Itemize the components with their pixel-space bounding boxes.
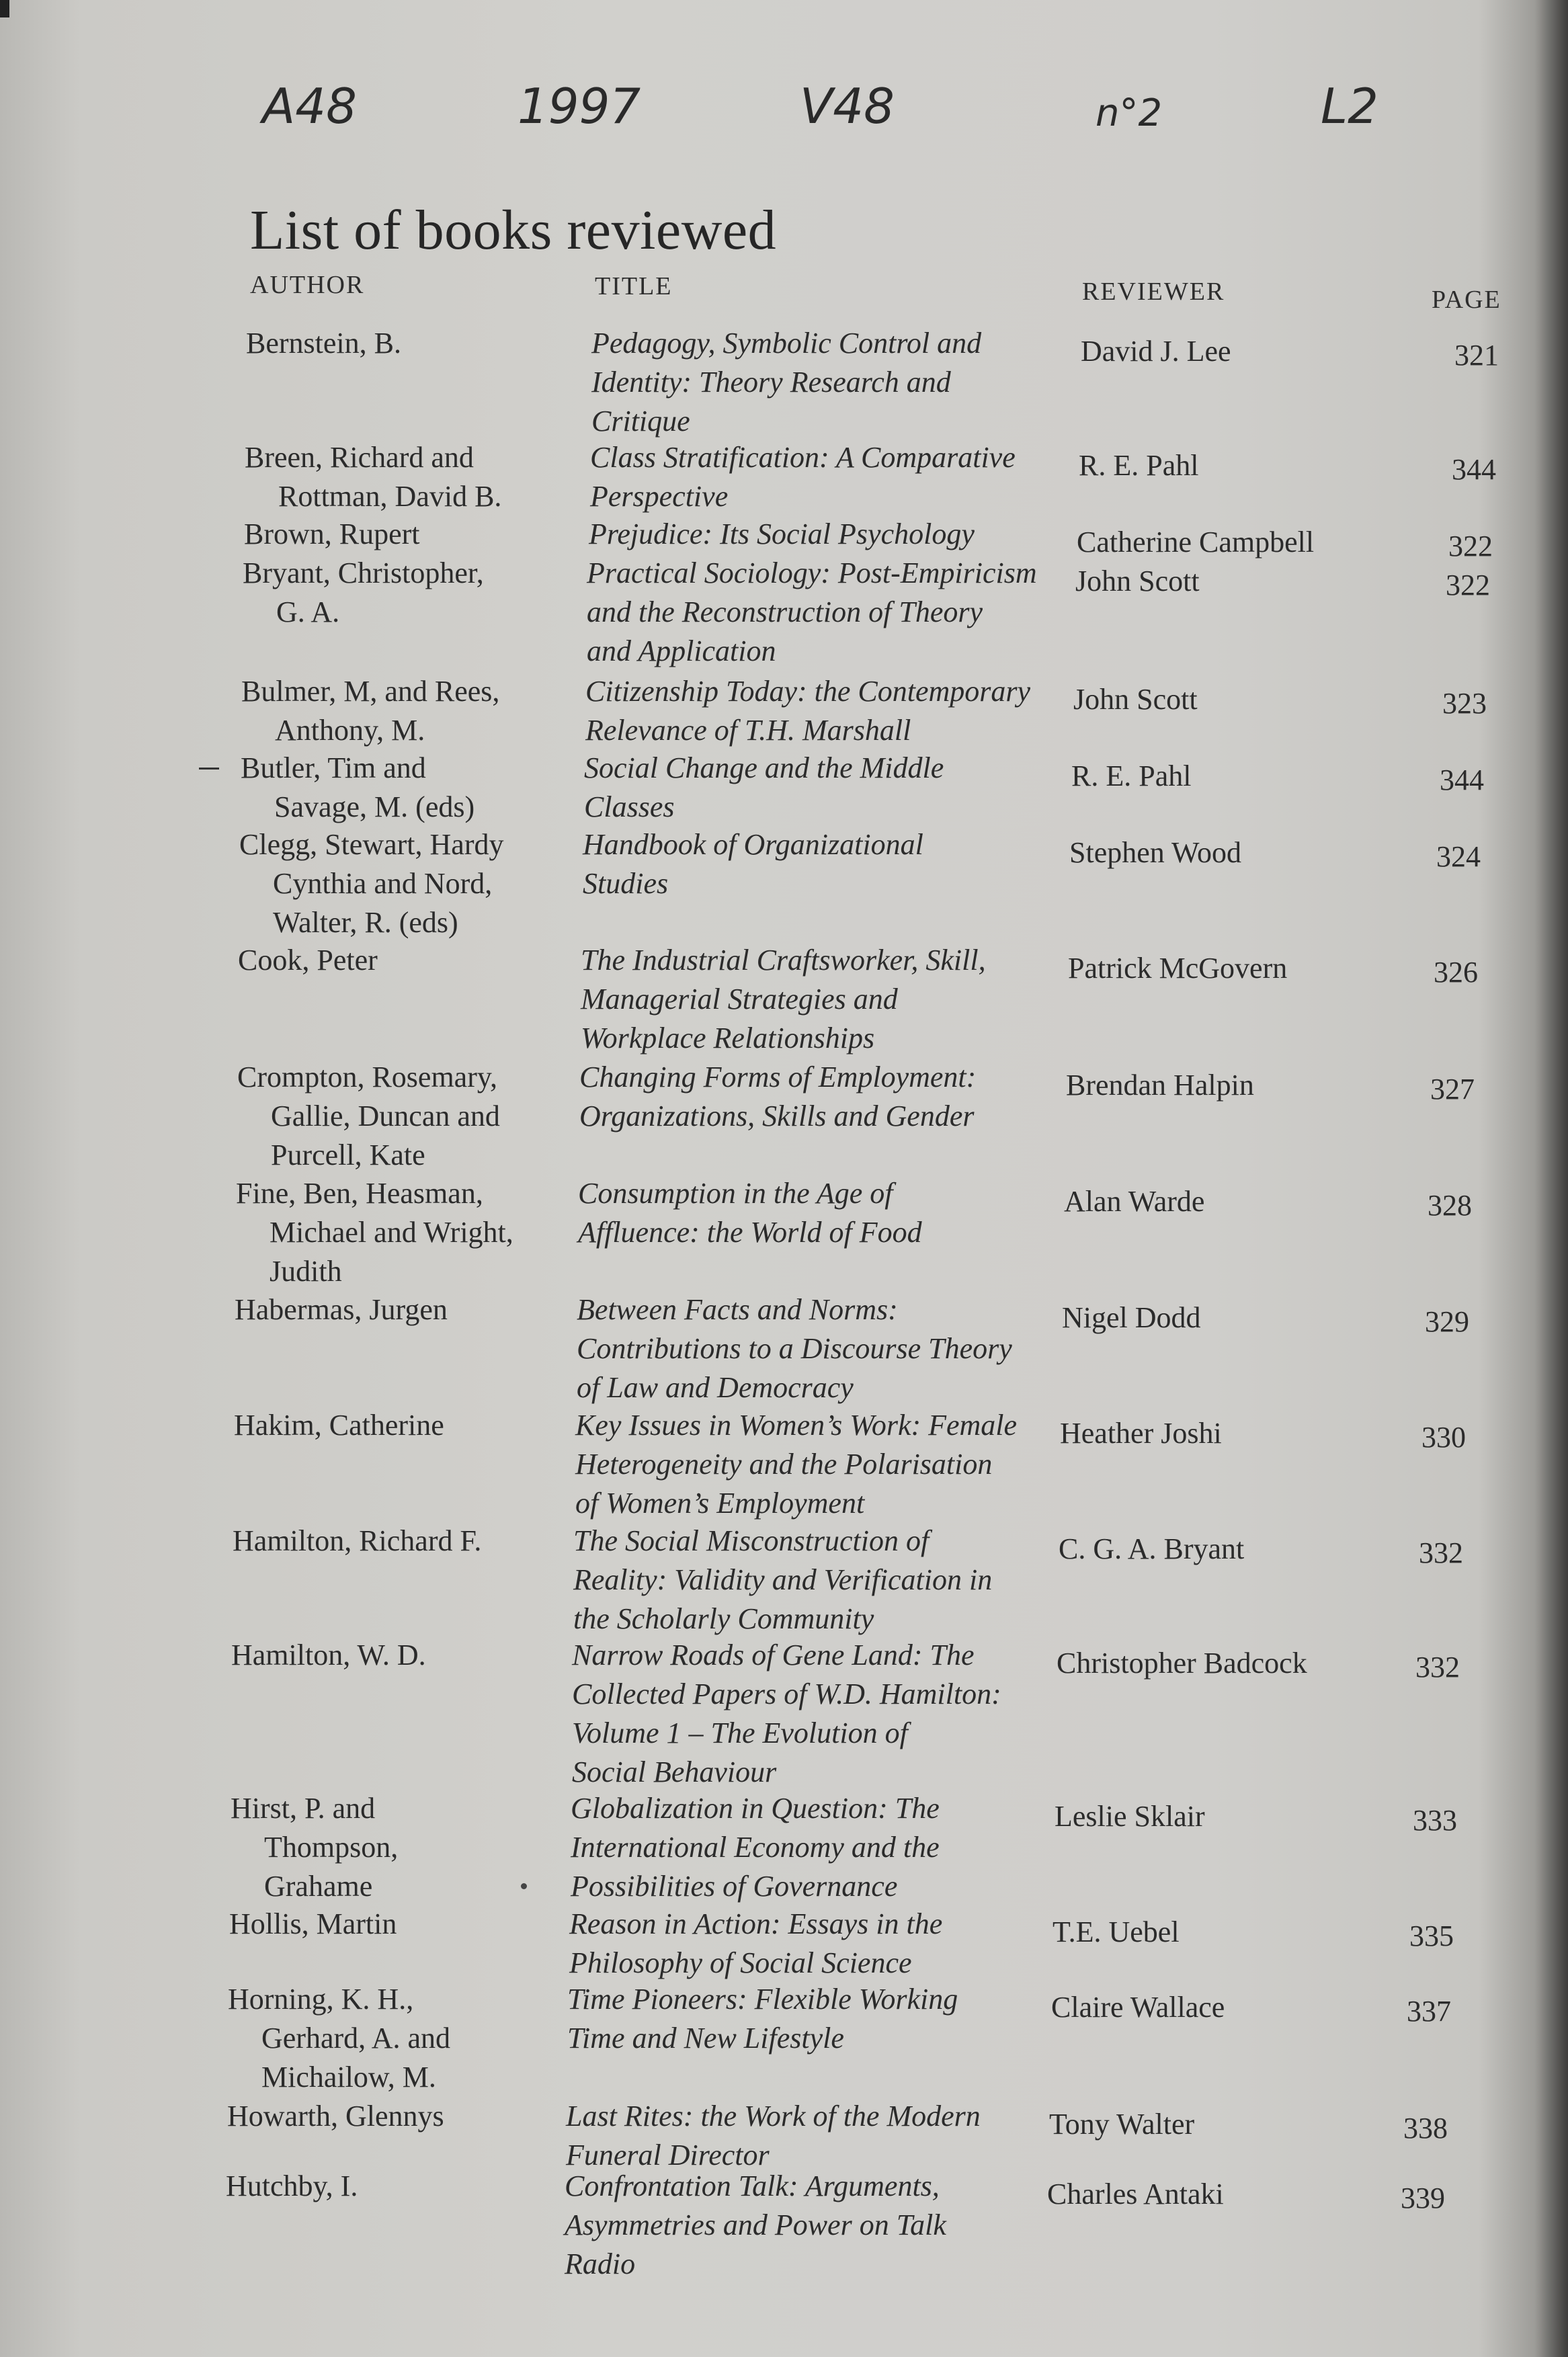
entry-reviewer: Patrick McGovern xyxy=(1068,952,1288,985)
entry-author-line: Butler, Tim and xyxy=(241,751,426,784)
entry-title-line: Time Pioneers: Flexible Working xyxy=(567,1983,958,2016)
entry-title xyxy=(579,1058,1063,1136)
entry-page-number: 324 xyxy=(1436,840,1481,873)
entry-title-line: International Economy and the xyxy=(571,1831,940,1864)
entry-title-line: Heterogeneity and the Polarisation xyxy=(575,1448,993,1481)
entry-author xyxy=(237,1058,587,1175)
entry-title-line: Changing Forms of Employment: xyxy=(579,1061,977,1093)
entry-author xyxy=(245,438,594,516)
entry-author-line: Gerhard, A. and xyxy=(261,2022,451,2055)
entry-title-line: the Scholarly Community xyxy=(573,1602,874,1635)
entry-author-line: Hakim, Catherine xyxy=(234,1409,444,1442)
entry-author-line: Anthony, M. xyxy=(275,714,425,747)
entry-title xyxy=(567,1980,1051,2058)
entry-title xyxy=(584,749,1068,827)
entry-reviewer: Heather Joshi xyxy=(1060,1417,1222,1450)
entry-title-line: and Application xyxy=(587,634,776,667)
entry-reviewer: C. G. A. Bryant xyxy=(1059,1532,1245,1565)
entry-title-line: Organizations, Skills and Gender xyxy=(579,1100,975,1132)
entry-title-line: The Social Misconstruction of xyxy=(573,1524,930,1557)
entry-author-line: Gallie, Duncan and xyxy=(271,1100,500,1132)
entry-author-line: Hamilton, W. D. xyxy=(231,1639,426,1671)
entry-title-line: Key Issues in Women’s Work: Female xyxy=(575,1409,1018,1442)
spine-shadow xyxy=(1534,0,1568,2357)
entry-author-line: Crompton, Rosemary, xyxy=(237,1061,497,1093)
entry-title-line: Globalization in Question: The xyxy=(571,1792,940,1825)
entry-author-line: Clegg, Stewart, Hardy xyxy=(239,828,504,861)
entry-title xyxy=(583,825,1067,903)
entry-page-number: 333 xyxy=(1413,1804,1457,1837)
column-header-author: AUTHOR xyxy=(250,271,365,299)
entry-page-number: 339 xyxy=(1401,2182,1445,2215)
entry-author-line: Hirst, P. and xyxy=(231,1792,376,1825)
entry-author xyxy=(238,941,587,980)
entry-author-line: Judith xyxy=(270,1255,342,1288)
entry-author-line: Cook, Peter xyxy=(238,944,378,977)
entry-reviewer: Brendan Halpin xyxy=(1066,1069,1254,1102)
entry-author-line: Bryant, Christopher, xyxy=(243,556,484,589)
entry-title-line: Reality: Validity and Verification in xyxy=(573,1563,993,1596)
entry-author-line: Habermas, Jurgen xyxy=(235,1293,448,1326)
entry-author xyxy=(244,515,593,554)
entry-author xyxy=(227,2097,577,2136)
entry-author xyxy=(231,1789,580,1906)
entry-page-number: 338 xyxy=(1403,2112,1448,2145)
entry-page-number: 330 xyxy=(1421,1421,1466,1454)
entry-title xyxy=(575,1406,1059,1523)
entry-title xyxy=(577,1290,1061,1407)
entry-title xyxy=(591,324,1075,441)
entry-title-line: Critique xyxy=(591,405,690,438)
entry-title-line: Radio xyxy=(565,2247,636,2280)
column-header-reviewer: REVIEWER xyxy=(1082,278,1225,306)
entry-author xyxy=(239,825,589,942)
entry-page-number: 344 xyxy=(1452,453,1496,486)
entry-title xyxy=(587,554,1071,671)
entry-title-line: Narrow Roads of Gene Land: The xyxy=(572,1639,975,1671)
entry-author xyxy=(241,749,590,827)
entry-reviewer: Christopher Badcock xyxy=(1057,1647,1307,1680)
entry-title xyxy=(565,2167,1048,2284)
entry-page-number: 344 xyxy=(1440,763,1484,796)
entry-title xyxy=(589,515,1073,554)
entry-author xyxy=(243,554,592,632)
entry-title-line: Consumption in the Age of xyxy=(578,1177,893,1210)
entry-author-line: G. A. xyxy=(276,595,340,628)
entry-reviewer: Catherine Campbell xyxy=(1077,526,1315,559)
entry-page-number: 323 xyxy=(1442,687,1487,720)
entry-title-line: Social Behaviour xyxy=(572,1755,777,1788)
entry-title-line: Social Change and the Middle xyxy=(584,751,944,784)
entry-reviewer: Charles Antaki xyxy=(1047,2178,1224,2210)
entry-title-line: The Industrial Craftsworker, Skill, xyxy=(581,944,986,977)
entry-reviewer: Leslie Sklair xyxy=(1055,1800,1205,1833)
entry-title-line: Affluence: the World of Food xyxy=(578,1216,922,1249)
entry-author xyxy=(229,1905,579,1944)
column-header-title: TITLE xyxy=(595,272,673,300)
entry-title-line: Contributions to a Discourse Theory xyxy=(577,1332,1012,1365)
entry-title-line: Last Rites: the Work of the Modern xyxy=(566,2100,981,2133)
entry-title-line: Between Facts and Norms: xyxy=(577,1293,898,1326)
entry-title xyxy=(569,1905,1053,1983)
entry-author-line: Hamilton, Richard F. xyxy=(233,1524,482,1557)
entry-title-line: of Women’s Employment xyxy=(575,1487,865,1520)
entry-title xyxy=(573,1522,1057,1639)
entry-title xyxy=(566,2097,1050,2175)
entry-author-line: Bernstein, B. xyxy=(246,327,401,360)
entry-reviewer: John Scott xyxy=(1073,683,1198,716)
entry-title-line: Prejudice: Its Social Psychology xyxy=(589,518,975,550)
entry-title-line: Asymmetries and Power on Talk xyxy=(565,2208,946,2241)
entry-author-line: Hollis, Martin xyxy=(229,1907,397,1940)
entry-author-line: Cynthia and Nord, xyxy=(273,867,493,900)
entry-title-line: Class Stratification: A Comparative xyxy=(590,441,1016,474)
entry-reviewer: Claire Wallace xyxy=(1051,1991,1225,2024)
entry-title xyxy=(581,941,1065,1058)
entry-title-line: Reason in Action: Essays in the xyxy=(569,1907,943,1940)
entry-title-line: Workplace Relationships xyxy=(581,1022,875,1055)
entry-author-line: Savage, M. (eds) xyxy=(274,790,475,823)
entry-author-line: Brown, Rupert xyxy=(244,518,420,550)
entry-page-number: 322 xyxy=(1448,530,1493,563)
entry-author-line: Walter, R. (eds) xyxy=(273,906,458,939)
entry-reviewer: Alan Warde xyxy=(1064,1185,1205,1218)
entry-author xyxy=(246,324,595,363)
entry-page-number: 332 xyxy=(1419,1536,1463,1569)
entry-author xyxy=(226,2167,575,2206)
entry-page-number: 328 xyxy=(1428,1189,1472,1222)
column-header-page: PAGE xyxy=(1432,286,1501,314)
entry-author-line: Fine, Ben, Heasman, xyxy=(236,1177,483,1210)
entry-page-number: 326 xyxy=(1434,956,1478,989)
entry-title xyxy=(572,1636,1056,1792)
handwritten-note: V48 xyxy=(800,78,895,134)
entry-title-line: Funeral Director xyxy=(566,2139,770,2172)
entry-title-line: Classes xyxy=(584,790,675,823)
entry-reviewer: Stephen Wood xyxy=(1069,836,1241,869)
entry-title-line: Citizenship Today: the Contemporary xyxy=(585,675,1031,708)
entry-author xyxy=(241,672,591,750)
entry-page-number: 329 xyxy=(1425,1305,1469,1338)
entry-reviewer: John Scott xyxy=(1075,565,1200,597)
entry-page-number: 327 xyxy=(1430,1073,1475,1106)
handwritten-note: A48 xyxy=(262,78,357,134)
entry-title-line: Possibilities of Governance xyxy=(571,1870,898,1903)
margin-dot-mark xyxy=(521,1883,527,1889)
entry-page-number: 337 xyxy=(1407,1995,1451,2028)
margin-dash-mark xyxy=(199,768,219,770)
entry-title-line: Studies xyxy=(583,867,669,900)
entry-reviewer: Tony Walter xyxy=(1049,2108,1195,2141)
entry-author-line: Hutchby, I. xyxy=(226,2169,358,2202)
entry-reviewer: R. E. Pahl xyxy=(1079,449,1199,482)
entry-author xyxy=(233,1522,582,1561)
entry-reviewer: Nigel Dodd xyxy=(1062,1301,1201,1334)
entry-author-line: Purcell, Kate xyxy=(271,1139,425,1171)
entry-author xyxy=(236,1174,585,1291)
entry-title xyxy=(590,438,1074,516)
page-title: List of books reviewed xyxy=(250,199,777,262)
entry-author-line: Breen, Richard and xyxy=(245,441,474,474)
entry-title-line: Collected Papers of W.D. Hamilton: xyxy=(572,1678,1001,1710)
entry-author-line: Rottman, David B. xyxy=(278,480,502,513)
entry-title-line: Relevance of T.H. Marshall xyxy=(585,714,911,747)
entry-author-line: Grahame xyxy=(264,1870,373,1903)
entry-author-line: Thompson, xyxy=(264,1831,399,1864)
entry-author xyxy=(235,1290,584,1329)
entry-page-number: 321 xyxy=(1454,339,1499,372)
entry-title-line: and the Reconstruction of Theory xyxy=(587,595,983,628)
entry-title xyxy=(571,1789,1055,1906)
entry-title-line: Pedagogy, Symbolic Control and xyxy=(591,327,982,360)
entry-page-number: 322 xyxy=(1446,569,1490,602)
entry-author-line: Michailow, M. xyxy=(261,2061,436,2094)
entry-reviewer: R. E. Pahl xyxy=(1071,759,1192,792)
entry-reviewer: T.E. Uebel xyxy=(1053,1915,1180,1948)
handwritten-note: n°2 xyxy=(1096,91,1163,135)
entry-title-line: Volume 1 – The Evolution of xyxy=(572,1717,908,1749)
entry-author-line: Howarth, Glennys xyxy=(227,2100,444,2133)
handwritten-note: 1997 xyxy=(518,78,641,134)
entry-author xyxy=(228,1980,577,2097)
entry-title-line: Philosophy of Social Science xyxy=(569,1946,912,1979)
entry-title xyxy=(585,672,1069,750)
entry-title-line: Identity: Theory Research and xyxy=(591,366,951,399)
entry-title-line: Time and New Lifestyle xyxy=(567,2022,844,2055)
handwritten-note: L2 xyxy=(1321,78,1378,134)
entry-author xyxy=(234,1406,583,1445)
entry-title-line: Practical Sociology: Post-Empiricism xyxy=(587,556,1037,589)
entry-title-line: Handbook of Organizational xyxy=(583,828,923,861)
entry-title-line: Perspective xyxy=(590,480,729,513)
entry-author xyxy=(231,1636,581,1675)
entry-title-line: Confrontation Talk: Arguments, xyxy=(565,2169,940,2202)
entry-title-line: of Law and Democracy xyxy=(577,1371,854,1404)
entry-title-line: Managerial Strategies and xyxy=(581,983,898,1016)
entry-page-number: 335 xyxy=(1409,1919,1454,1952)
entry-author-line: Horning, K. H., xyxy=(228,1983,414,2016)
entry-page-number: 332 xyxy=(1415,1651,1460,1684)
entry-reviewer: David J. Lee xyxy=(1081,335,1231,368)
entry-author-line: Bulmer, M, and Rees, xyxy=(241,675,500,708)
entry-title xyxy=(578,1174,1062,1252)
entry-author-line: Michael and Wright, xyxy=(270,1216,513,1249)
